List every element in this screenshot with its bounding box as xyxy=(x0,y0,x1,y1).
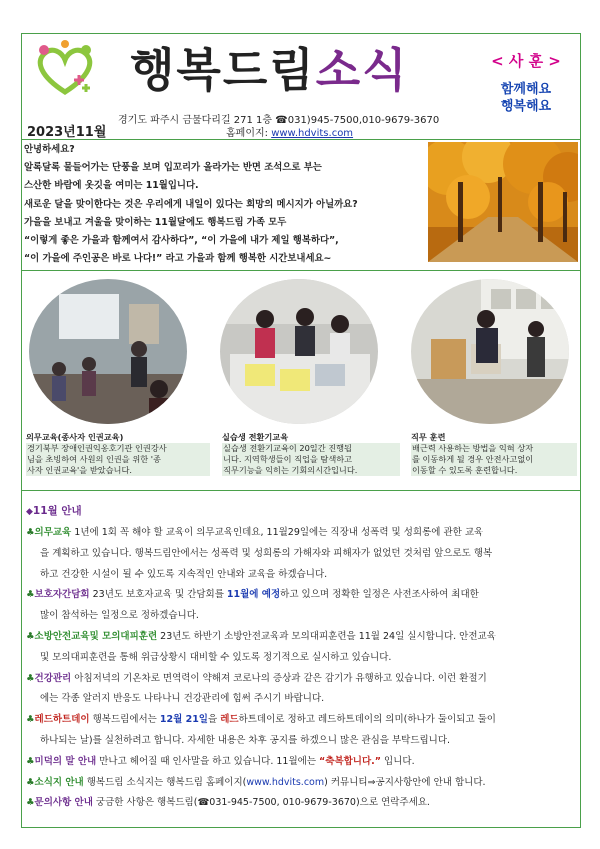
notice-emphasis: 11월에 예정 xyxy=(226,589,281,601)
photo-caption xyxy=(411,432,577,476)
caption-line: 님을 초빙하여 사원의 인권을 위한 '종 xyxy=(26,454,210,465)
caption-line: 직무기능을 익히는 기회의시간입니다. xyxy=(222,465,400,476)
notice-text: 많이 참석하는 일정으로 정하겠습니다. xyxy=(40,610,199,622)
notice-key: 보호자간담회 xyxy=(34,589,90,601)
notice-item xyxy=(26,793,581,814)
caption-line: 사자 인권교육'을 받았습니다. xyxy=(26,465,210,476)
notice-key: 의무교육 xyxy=(34,527,72,538)
transition-education-photo xyxy=(220,279,378,424)
homepage-link[interactable]: www.hdvits.com xyxy=(271,128,354,139)
caption-line: 를 이동하게 될 경우 안전사고없이 xyxy=(411,454,577,465)
notice-text: 행복드림 소식지는 행복드림 홈페이지( xyxy=(83,776,247,788)
divider xyxy=(21,139,581,140)
homepage xyxy=(226,124,353,139)
notice-key: 레드하트데이 xyxy=(34,714,90,726)
club-icon: ♣ xyxy=(26,672,35,684)
photo-caption xyxy=(26,432,210,476)
notice-text: 1년에 1회 꼭 해야 할 교육이 의무교육인데요, 11월29일에는 직장내 성폭력 및 성희롱에 관한 교육 xyxy=(71,527,484,538)
notice-text: 아침저녁의 기온차로 면역력이 약해져 코로나의 증상과 같은 감기가 유행하고 있습니다. 이런 환절기 xyxy=(71,672,487,684)
notice-text: ) 커뮤니티⇒공지사항안에 안내 합니다. xyxy=(324,776,486,788)
motto-line: 함께해요 xyxy=(500,82,552,97)
greeting-line: “이 가을에 주인공은 바로 나다!” 라고 가을과 함께 행복한 시간보내세요~ xyxy=(24,253,332,265)
caption-line: 실습생 전환기교육이 20일간 진행됩 xyxy=(222,443,400,454)
club-icon: ♣ xyxy=(26,776,35,788)
notice-text: 하고 있으며 정확한 일정은 사전조사하여 최대한 xyxy=(280,589,479,601)
notice-text: 만나고 헤어질 때 인사말을 하고 있습니다. 11월에는 xyxy=(96,755,320,767)
logo-icon xyxy=(30,40,100,100)
notice-text: 하나되는 날)를 실천하려고 합니다. 자세한 내용은 차후 공지를 하겠으니 많은 관심을 부탁드립니다. xyxy=(40,734,451,746)
november-notice-section xyxy=(26,503,581,814)
notice-text: 궁금한 사항은 행복드림(☎031-945-7500, 010-9679-3670)으로 연락주세요. xyxy=(92,797,430,809)
title-part2: 소식 xyxy=(315,43,409,97)
greeting-line: 알록달록 물들어가는 단풍을 보며 입꼬리가 올라가는 반면 조석으로 부는 xyxy=(24,162,322,174)
notice-item xyxy=(26,523,581,585)
notice-text: 입니다. xyxy=(381,755,415,767)
motto-heading: < 사 훈 > xyxy=(491,52,561,70)
notice-text: 을 xyxy=(207,714,221,726)
notice-emphasis: 레드 xyxy=(220,714,239,726)
company-motto xyxy=(478,50,574,115)
divider xyxy=(21,270,581,271)
notice-text: 및 모의대피훈련을 통해 위급상황시 대비할 수 있도록 정기적으로 실시하고 있습니다. xyxy=(40,651,392,663)
notice-item xyxy=(26,669,581,711)
notice-key: 미덕의 말 안내 xyxy=(34,755,97,767)
motto-line: 행복해요 xyxy=(500,99,552,114)
section-heading: ◆11월 안내 xyxy=(26,505,82,517)
notice-key: 소방안전교육및 모의대피훈련 xyxy=(34,630,158,642)
notice-text: 행복드림에서는 xyxy=(89,714,160,726)
notice-emphasis: “축복합니다.” xyxy=(319,755,382,767)
club-icon: ♣ xyxy=(26,714,35,726)
photo-caption xyxy=(222,432,400,476)
notice-key: 문의사항 안내 xyxy=(34,797,93,809)
notice-emphasis: 12월 21일 xyxy=(159,714,208,726)
caption-line: 배근력 사용하는 방법을 익혀 상자 xyxy=(411,443,577,454)
club-icon: ♣ xyxy=(26,589,35,601)
caption-line: 이동할 수 있도록 훈련합니다. xyxy=(411,465,577,476)
greeting-line: 안녕하세요? xyxy=(24,144,75,155)
notice-item xyxy=(26,710,581,752)
newsletter-title xyxy=(130,34,409,100)
notice-item xyxy=(26,627,581,669)
caption-title: 실습생 전환기교육 xyxy=(222,432,289,442)
club-icon: ♣ xyxy=(26,527,35,538)
human-rights-training-photo xyxy=(29,279,187,424)
club-icon: ♣ xyxy=(26,797,35,809)
notice-item xyxy=(26,585,581,627)
greeting-text xyxy=(24,141,424,268)
club-icon: ♣ xyxy=(26,630,35,642)
job-training-photo xyxy=(411,279,569,424)
autumn-trees-photo xyxy=(428,142,578,262)
address: 경기도 파주시 금물다리길 271 1층 ☎031)945-7500,010-9679-3670 xyxy=(118,115,440,126)
greeting-line: “이렇게 좋은 가을과 함께여서 감사하다”, “이 가을에 내가 제일 행복하다”, xyxy=(24,235,339,247)
divider xyxy=(21,490,581,491)
caption-title: 의무교육(종사자 인권교육) xyxy=(26,432,124,442)
title-part1: 행복드림 xyxy=(130,43,316,97)
issue-date: 2023년11월 xyxy=(27,125,107,140)
notice-text: 하고 건강한 시설이 될 수 있도록 지속적인 안내와 교육을 하겠습니다. xyxy=(40,568,328,580)
notice-text: 23년도 하반기 소방안전교육과 모의대피훈련을 11월 24일 실시합니다. 안전교육 xyxy=(157,630,496,642)
notice-key: 소식지 안내 xyxy=(34,776,84,788)
caption-title: 직무 훈련 xyxy=(411,432,446,442)
greeting-line: 스산한 바람에 옷깃을 여미는 11월입니다. xyxy=(24,180,199,192)
section-heading-text: 11월 안내 xyxy=(32,505,82,517)
caption-line: 경기북부 장애인권익옹호기관 인권강사 xyxy=(26,443,210,454)
notice-text: 23년도 보호자교육 및 간담회를 xyxy=(89,589,227,601)
homepage-label: 홈페이지: xyxy=(226,128,269,139)
notice-item xyxy=(26,752,581,773)
notice-text: 하트데이로 정하고 레드하트데이의 의미(하나가 둘이되고 둘이 xyxy=(238,714,496,726)
notice-text: 에는 각종 알러지 반응도 나타나니 건강관리에 힘써 주시기 바랍니다. xyxy=(40,693,325,705)
notice-text: 을 계획하고 있습니다. 행복드림안에서는 성폭력 및 성희롱의 가해자와 피해자가 없었던 것처럼 앞으로도 행복 xyxy=(40,547,493,559)
club-icon: ♣ xyxy=(26,755,35,767)
greeting-line: 가을을 보내고 겨울을 맞이하는 11월달에도 행복드림 가족 모두 xyxy=(24,216,287,228)
caption-line: 니다. 지역학생들이 직업을 탐색하고 xyxy=(222,454,400,465)
greeting-line: 새로운 달을 맞이한다는 것은 우리에게 내일이 있다는 희망의 메시지가 아닐까요? xyxy=(24,198,358,210)
homepage-link[interactable]: www.hdvits.com xyxy=(246,776,325,788)
notice-item xyxy=(26,773,581,794)
notice-key: 건강관리 xyxy=(34,672,72,684)
